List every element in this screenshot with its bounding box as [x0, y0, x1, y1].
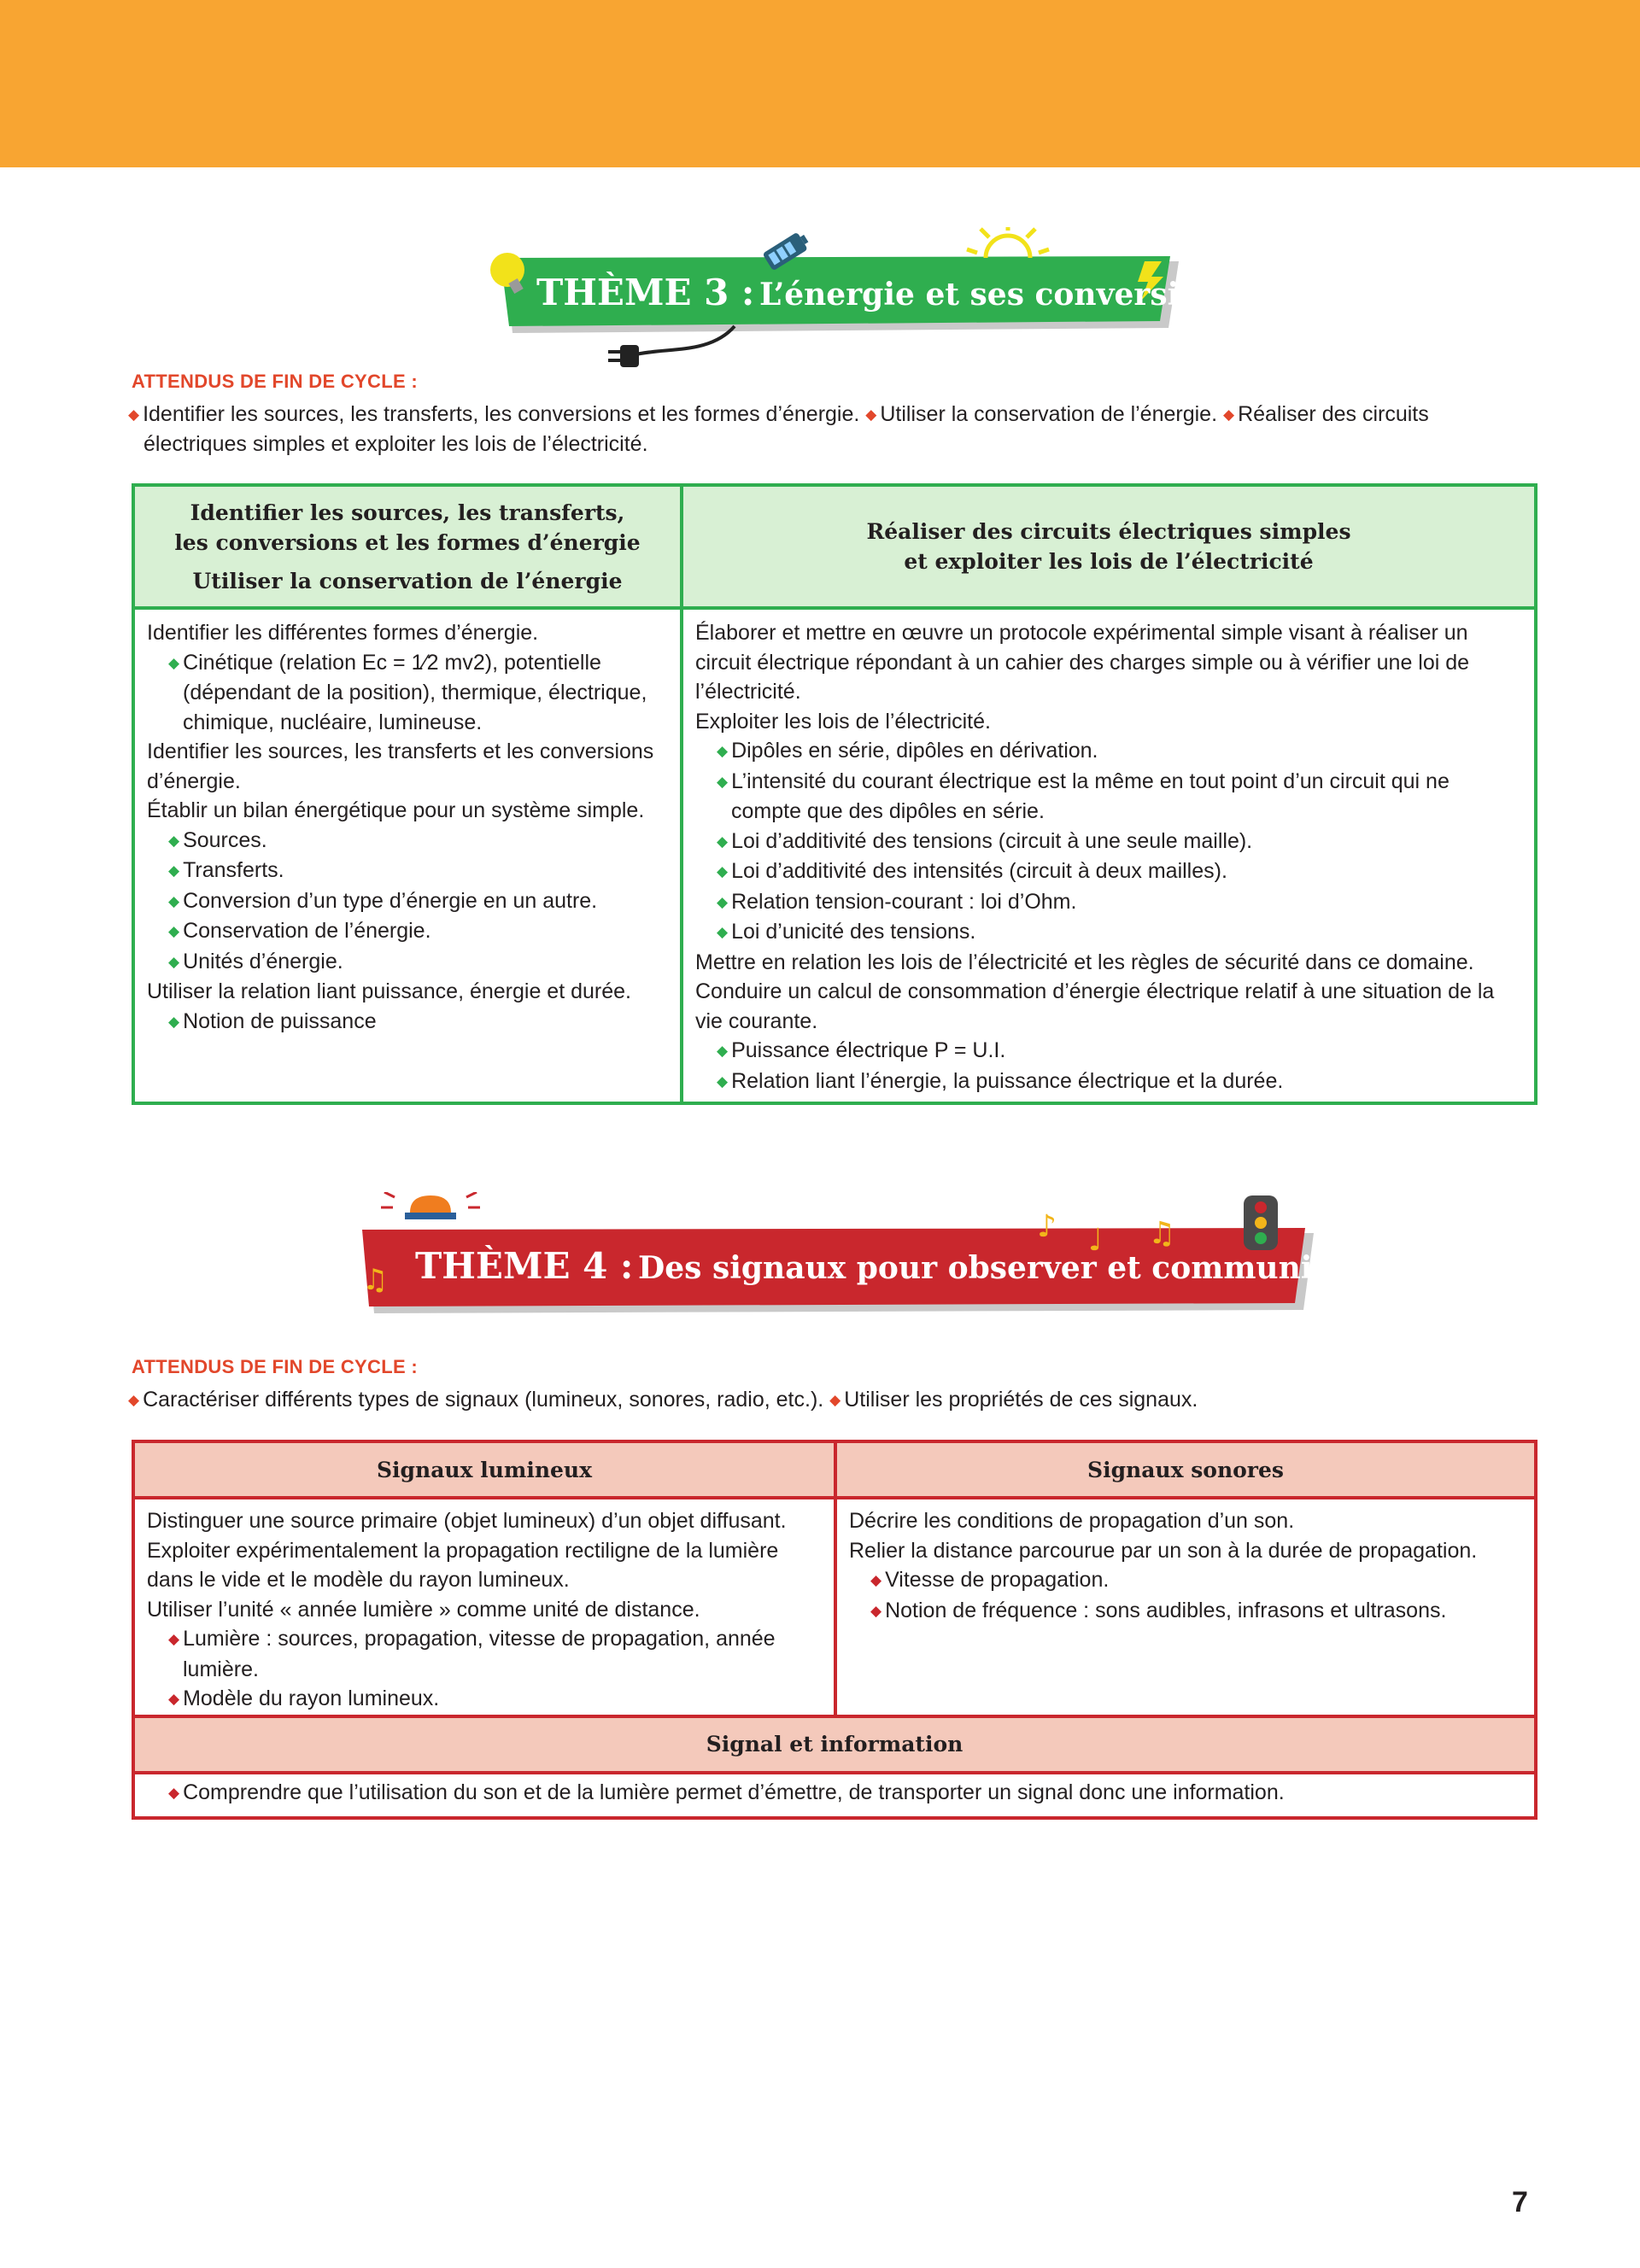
- item-text: Dipôles en série, dipôles en dérivation.: [731, 739, 1098, 763]
- list-item: [695, 1036, 1522, 1067]
- list-item: Identifier les sources, les transferts et les conversions d’énergie.: [147, 739, 654, 793]
- list-item: [695, 1067, 1522, 1097]
- item-text: Sources.: [183, 827, 267, 852]
- theme3-attendus-text: [128, 400, 1512, 459]
- theme4-col1-body: [133, 1498, 835, 1716]
- list-item: [147, 826, 668, 856]
- header-line: les conversions et les formes d’énergie: [174, 529, 641, 555]
- list-item: Relier la distance parcourue par un son à la durée de propagation.: [849, 1538, 1478, 1563]
- list-item: [147, 1684, 822, 1715]
- bullet-diamond-icon: ◆: [717, 863, 729, 880]
- bullet-diamond-icon: ◆: [870, 1602, 882, 1619]
- header-line: et exploiter les lois de l’électricité: [904, 549, 1314, 574]
- list-item: Conduire un calcul de consommation d’énergie électrique relatif à une situation de la vie courante.: [695, 979, 1495, 1033]
- svg-text:♩: ♩: [1088, 1223, 1103, 1258]
- bullet-diamond-icon: ◆: [168, 1784, 180, 1801]
- bullet-diamond-icon: ◆: [717, 924, 729, 940]
- bullet-diamond-icon: ◆: [168, 923, 180, 939]
- theme4-attendu-2: Utiliser les propriétés de ces signaux.: [844, 1388, 1198, 1412]
- bullet-diamond-icon: ◆: [168, 953, 180, 970]
- bullet-diamond-icon: ◆: [168, 892, 180, 909]
- bullet-diamond-icon: ◆: [168, 862, 180, 879]
- header-line: Utiliser la conservation de l’énergie: [192, 568, 623, 593]
- item-text: Loi d’additivité des tensions (circuit à une seule maille).: [731, 828, 1253, 853]
- bullet-diamond-icon: ◆: [168, 1691, 180, 1707]
- siren-icon: [381, 1192, 480, 1219]
- item-text: Vitesse de propagation.: [885, 1568, 1110, 1592]
- item-text: Loi d’unicité des tensions.: [731, 920, 976, 944]
- list-item: [147, 648, 668, 738]
- theme4-col2-header: Signaux sonores: [835, 1441, 1536, 1498]
- item-text: Relation liant l’énergie, la puissance électrique et la durée.: [731, 1068, 1284, 1093]
- list-item: [695, 827, 1522, 857]
- bullet-diamond-icon: ◆: [865, 406, 877, 423]
- list-item: [147, 947, 668, 978]
- theme4-attendu-1: Caractériser différents types de signaux (lumineux, sonores, radio, etc.).: [143, 1388, 824, 1412]
- theme4-row2-body: [133, 1773, 1536, 1818]
- theme4-attendus-text: [128, 1385, 1512, 1415]
- item-text: Transferts.: [183, 858, 284, 882]
- theme3-col1-header: [133, 485, 682, 608]
- theme3-title: L’énergie et ses conversions: [759, 277, 1239, 313]
- svg-text:♫: ♫: [362, 1263, 389, 1297]
- bullet-diamond-icon: ◆: [168, 654, 180, 671]
- theme4-row2-header: Signal et information: [133, 1716, 1536, 1773]
- theme3-table: [132, 483, 1538, 1105]
- item-text: Relation tension-courant : loi d’Ohm.: [731, 889, 1077, 914]
- list-item: Établir un bilan énergétique pour un système simple.: [147, 798, 645, 822]
- theme4-number: THÈME 4 :: [415, 1245, 634, 1287]
- theme3-col1-body: [133, 608, 682, 1103]
- list-item: [147, 1007, 668, 1038]
- list-item: [695, 887, 1522, 918]
- list-item: Exploiter les lois de l’électricité.: [695, 709, 991, 734]
- item-text: L’intensité du courant électrique est la même en tout point d’un circuit qui ne compte que des dipôles en série.: [731, 769, 1450, 823]
- list-item: Identifier les différentes formes d’énergie.: [147, 621, 539, 645]
- header-line: Réaliser des circuits électriques simples: [866, 519, 1351, 544]
- item-text: Loi d’additivité des intensités (circuit à deux mailles).: [731, 859, 1227, 883]
- theme3-banner: [487, 227, 1239, 381]
- list-item: Décrire les conditions de propagation d’un son.: [849, 1509, 1295, 1533]
- list-item: Utiliser la relation liant puissance, énergie et durée.: [147, 979, 631, 1003]
- theme4-table: [132, 1440, 1538, 1820]
- list-item: Élaborer et mettre en œuvre un protocole expérimental simple visant à réaliser un circuit électrique répondant à un cahier des charges simple ou à vérifier une loi de l’électricité.: [695, 621, 1470, 704]
- bullet-diamond-icon: ◆: [717, 1073, 729, 1090]
- list-item: [147, 1624, 822, 1684]
- theme4-col1-header: Signaux lumineux: [133, 1441, 835, 1498]
- theme3-number: THÈME 3 :: [536, 272, 755, 313]
- list-item: Distinguer une source primaire (objet lumineux) d’un objet diffusant.: [147, 1509, 787, 1533]
- theme4-banner: [350, 1192, 1392, 1320]
- item-text: Unités d’énergie.: [183, 949, 343, 973]
- bullet-diamond-icon: ◆: [128, 1392, 140, 1408]
- list-item: Exploiter expérimentalement la propagation rectiligne de la lumière dans le vide et le modèle du rayon lumineux.: [147, 1538, 779, 1592]
- theme3-attendu-2: Utiliser la conservation de l’énergie.: [880, 402, 1218, 426]
- theme3-attendu-1: Identifier les sources, les transferts, les conversions et les formes d’énergie.: [143, 402, 860, 426]
- bullet-diamond-icon: ◆: [717, 773, 729, 790]
- bullet-diamond-icon: ◆: [829, 1392, 841, 1408]
- plug-icon: [608, 326, 735, 367]
- item-text: Puissance électrique P = U.I.: [731, 1038, 1006, 1062]
- svg-text:♪: ♪: [1037, 1209, 1057, 1244]
- list-item: [849, 1596, 1522, 1627]
- header-line: Identifier les sources, les transferts,: [190, 500, 625, 525]
- bullet-diamond-icon: ◆: [717, 833, 729, 850]
- theme3-col2-header: [682, 485, 1536, 608]
- item-text: Notion de fréquence : sons audibles, infrasons et ultrasons.: [885, 1598, 1447, 1622]
- theme3-attendus-label: ATTENDUS DE FIN DE CYCLE :: [132, 371, 418, 392]
- bullet-diamond-icon: ◆: [870, 1572, 882, 1588]
- list-item: [147, 886, 668, 917]
- bullet-diamond-icon: ◆: [168, 832, 180, 849]
- svg-text:♫: ♫: [1148, 1216, 1176, 1251]
- list-item: [147, 916, 668, 947]
- list-item: [695, 856, 1522, 887]
- list-item: [695, 917, 1522, 948]
- theme4-title: Des signaux pour observer et communiquer: [638, 1250, 1392, 1286]
- bullet-diamond-icon: ◆: [717, 893, 729, 910]
- item-text: Cinétique (relation Ec = 1⁄2 mv2), potentielle (dépendant de la position), thermique, électrique, chimique, nucléaire, lumineuse.: [183, 650, 647, 734]
- bullet-diamond-icon: ◆: [1222, 406, 1235, 423]
- sun-icon: [967, 227, 1049, 258]
- top-color-band: [0, 0, 1640, 167]
- theme4-banner-title: [415, 1245, 1392, 1287]
- theme4-col2-body: [835, 1498, 1536, 1716]
- theme3-col2-body: [682, 608, 1536, 1103]
- bullet-diamond-icon: ◆: [128, 406, 140, 423]
- theme3-banner-title: [536, 272, 1239, 313]
- page-number: 7: [1512, 2186, 1528, 2218]
- list-item: [695, 736, 1522, 767]
- item-text: Comprendre que l’utilisation du son et de la lumière permet d’émettre, de transporter un signal donc une information.: [183, 1780, 1285, 1804]
- list-item: [147, 856, 668, 886]
- bullet-diamond-icon: ◆: [168, 1013, 180, 1030]
- list-item: Mettre en relation les lois de l’électricité et les règles de sécurité dans ce domaine.: [695, 950, 1474, 974]
- item-text: Lumière : sources, propagation, vitesse de propagation, année lumière.: [183, 1627, 776, 1681]
- theme4-attendus-label: ATTENDUS DE FIN DE CYCLE :: [132, 1356, 418, 1377]
- item-text: Conservation de l’énergie.: [183, 919, 431, 943]
- list-item: [695, 767, 1522, 827]
- list-item: Utiliser l’unité « année lumière » comme unité de distance.: [147, 1597, 700, 1622]
- theme3-attendu-3: Réaliser des circuits: [1238, 402, 1429, 426]
- item-text: Conversion d’un type d’énergie en un autre.: [183, 888, 598, 913]
- item-text: Modèle du rayon lumineux.: [183, 1686, 440, 1710]
- theme3-attendu-3-cont: électriques simples et exploiter les lois de l’électricité.: [144, 432, 648, 456]
- traffic-light-icon: [1244, 1195, 1278, 1250]
- bullet-diamond-icon: ◆: [717, 743, 729, 759]
- list-item: [849, 1565, 1522, 1596]
- list-item: [147, 1778, 1522, 1809]
- item-text: Notion de puissance: [183, 1008, 377, 1033]
- bullet-diamond-icon: ◆: [717, 1043, 729, 1059]
- bullet-diamond-icon: ◆: [168, 1631, 180, 1647]
